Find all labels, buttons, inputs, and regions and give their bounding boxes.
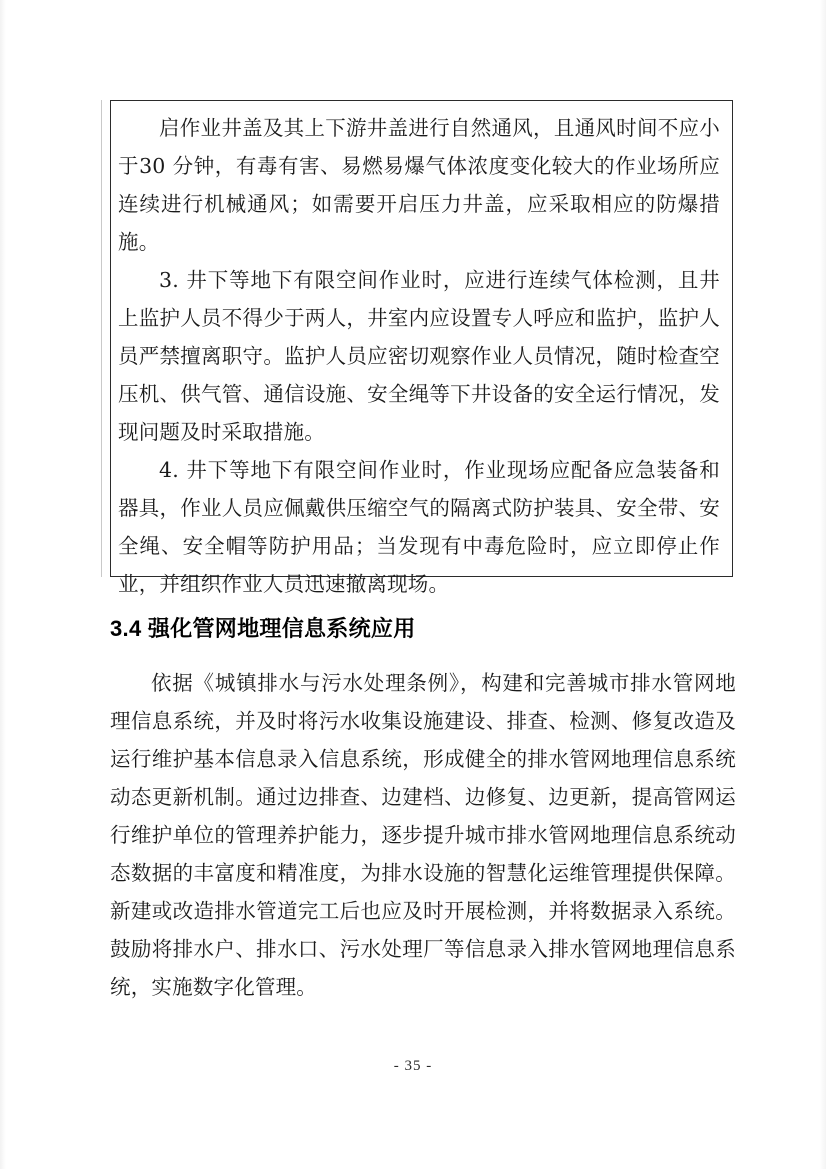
callout-left-secondary-rule — [101, 100, 102, 577]
callout-box-content — [111, 101, 732, 603]
callout-box — [110, 100, 733, 596]
section-body-paragraph: 依据《城镇排水与污水处理条例》，构建和完善城市排水管网地理信息系统，并及时将污水收集设施建设、排查、检测、修复改造及运行维护基本信息录入信息系统，形成健全的排水管网地理信息系统动态更新机制。通过边排查、边建档、边修复、边更新，提高管网运行维护单位的管理养护能力，逐步提升城市排水管网地理信息系统动态数据的丰富度和精准度，为排水设施的智慧化运维管理提供保障。新建或改造排水管道完工后也应及时开展检测，并将数据录入系统。鼓励将排水户、排水口、污水处理厂等信息录入排水管网地理信息系统，实施数字化管理。 — [110, 671, 736, 999]
callout-paragraph-continuation: 启作业井盖及其上下游井盖进行自然通风，且通风时间不应小于30 分钟，有毒有害、易燃易爆气体浓度变化较大的作业场所应连续进行机械通风；如需要开启压力井盖，应采取相应的防爆措施。 — [118, 116, 720, 254]
section-heading-3-4: 3.4 强化管网地理信息系统应用 — [110, 616, 416, 641]
callout-paragraph-item-4: 4. 井下等地下有限空间作业时，作业现场应配备应急装备和器具，作业人员应佩戴供压缩空气的隔离式防护装具、安全带、安全绳、安全帽等防护用品；当发现有中毒危险时，应立即停止作业，并组织作业人员迅速撤离现场。 — [118, 458, 720, 596]
page-number: - 35 - — [393, 1058, 433, 1074]
section-body — [110, 664, 736, 1006]
callout-paragraph-item-3: 3. 井下等地下有限空间作业时，应进行连续气体检测，且井上监护人员不得少于两人，井室内应设置专人呼应和监护，监护人员严禁擅离职守。监护人员应密切观察作业人员情况，随时检查空压机、供气管、通信设施、安全绳等下井设备的安全运行情况，发现问题及时采取措施。 — [118, 268, 720, 444]
